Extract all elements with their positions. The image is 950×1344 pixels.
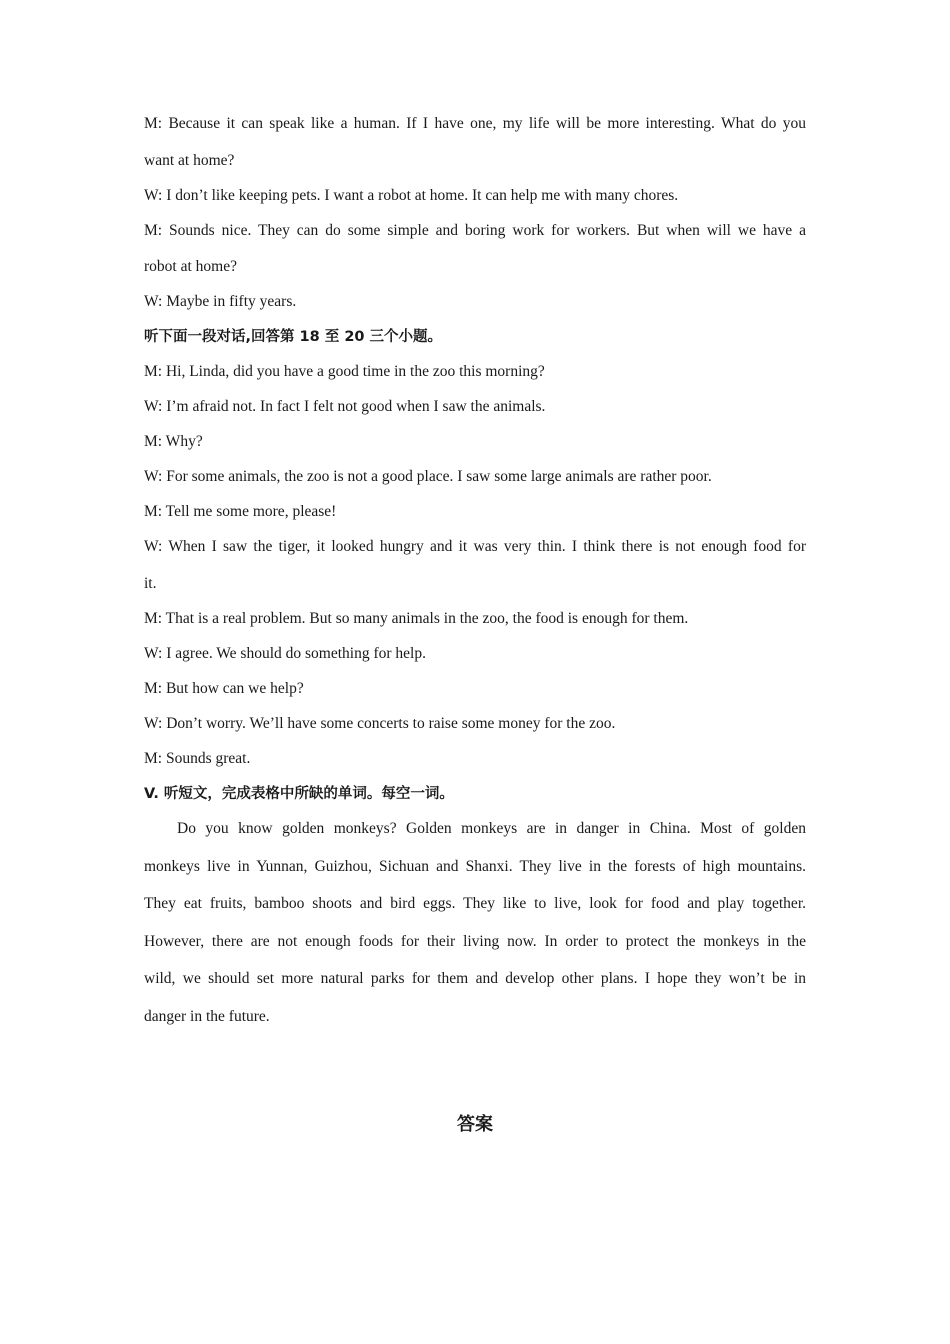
dialogue-line: M: But how can we help? xyxy=(144,680,304,697)
dialogue-line: M: Tell me some more, please! xyxy=(144,503,337,520)
dialogue-1 xyxy=(144,115,806,311)
dialogue-line: W: When I saw the tiger, it looked hungry and it was very thin. I think there is not enough food for xyxy=(144,538,806,555)
dialogue-line: M: That is a real problem. But so many animals in the zoo, the food is enough for them. xyxy=(144,610,689,627)
dialogue-2 xyxy=(144,363,806,768)
document-body xyxy=(144,115,806,1026)
dialogue-line: W: Don’t worry. We’ll have some concerts to raise some money for the zoo. xyxy=(144,715,616,732)
dialogue-line: W: For some animals, the zoo is not a good place. I saw some large animals are rather poor. xyxy=(144,468,712,485)
dialogue-line: W: Maybe in fifty years. xyxy=(144,293,297,310)
passage-line: Do you know golden monkeys? Golden monkeys are in danger in China. Most of golden xyxy=(177,820,806,837)
dialogue-line: M: Sounds nice. They can do some simple and boring work for workers. But when will we have a xyxy=(144,222,806,239)
dialogue-line: W: I agree. We should do something for help. xyxy=(144,645,426,662)
dialogue-line: M: Because it can speak like a human. If I have one, my life will be more interesting. What do you xyxy=(144,115,806,132)
dialogue-line: it. xyxy=(144,575,157,592)
section-heading-part-v: V. 听短文，完成表格中所缺的单词。每空一词。 xyxy=(144,786,454,802)
passage-line: danger in the future. xyxy=(144,1007,270,1025)
section-heading-questions-18-20: 听下面一段对话,回答第 18 至 20 三个小题。 xyxy=(144,329,443,345)
answer-title: 答案 xyxy=(457,1114,493,1135)
passage-line: However, there are not enough foods for their living now. In order to protect the monkeys in the xyxy=(144,932,806,950)
passage xyxy=(144,820,806,1026)
dialogue-line: M: Sounds great. xyxy=(144,750,251,767)
dialogue-line: want at home? xyxy=(144,152,235,169)
dialogue-line: M: Hi, Linda, did you have a good time in the zoo this morning? xyxy=(144,363,545,380)
dialogue-line: robot at home? xyxy=(144,258,237,275)
dialogue-line: W: I don’t like keeping pets. I want a robot at home. It can help me with many chores. xyxy=(144,187,679,204)
passage-line: They eat fruits, bamboo shoots and bird eggs. They like to live, look for food and play together. xyxy=(144,895,806,912)
passage-line: wild, we should set more natural parks for them and develop other plans. I hope they won’t be in xyxy=(144,970,806,987)
passage-line: monkeys live in Yunnan, Guizhou, Sichuan and Shanxi. They live in the forests of high mountains. xyxy=(144,857,806,875)
dialogue-line: W: I’m afraid not. In fact I felt not good when I saw the animals. xyxy=(144,398,546,415)
dialogue-line: M: Why? xyxy=(144,433,203,450)
